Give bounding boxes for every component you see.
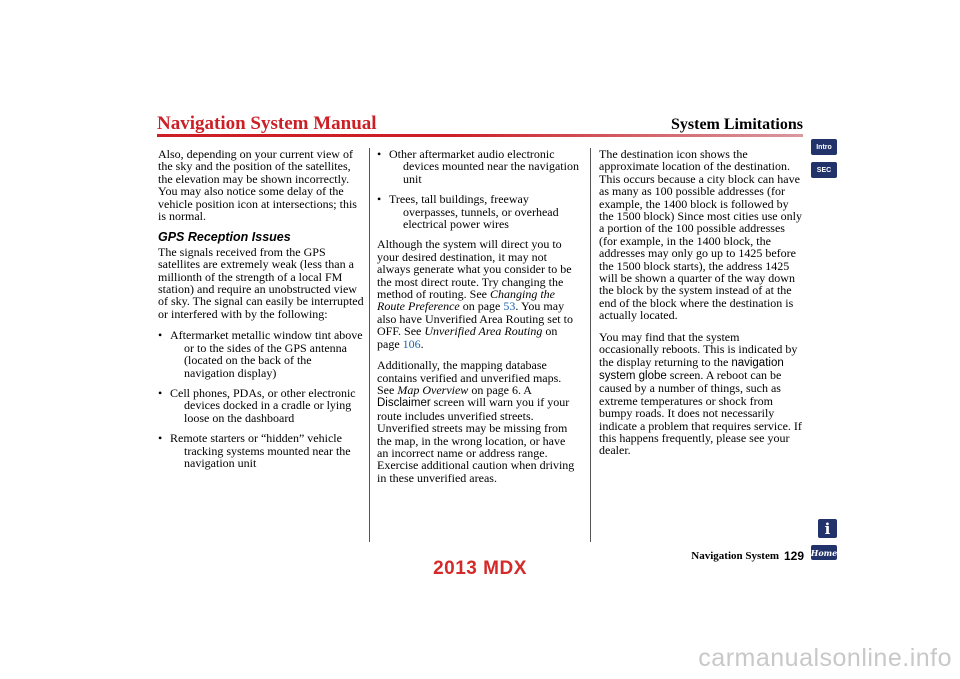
list-item-text: Trees, tall buildings, freeway overpasses, tunnels, or overhead electrical power wires: [389, 192, 559, 232]
column-divider: [590, 148, 591, 542]
bullet-icon: •: [158, 431, 163, 446]
column-2: [377, 148, 579, 493]
header-rule: [157, 134, 803, 137]
paragraph-elevation: Also, depending on your current view of the sky and the position of the satellites, the elevation may be shown incorrectly. You may also notice some delay of the vehicle position icon at intersections; this is normal.: [158, 147, 357, 224]
list-item: [377, 148, 579, 185]
home-button[interactable]: Home: [811, 545, 837, 560]
bullet-icon: •: [158, 385, 163, 400]
text-span: Additionally, the mapping database contains verified and unverified maps. See: [377, 358, 562, 397]
footer-label: Navigation System: [691, 550, 779, 562]
text-span: Although the system will direct you to your desired destination, it may not always generate what you consider to be the most direct route. Try changing the method of routing. See: [377, 237, 572, 302]
text-span: .: [420, 336, 424, 351]
bullet-icon: •: [377, 147, 382, 161]
intro-button[interactable]: Intro: [811, 139, 837, 155]
cross-reference: Unverified Area Routing: [424, 324, 543, 339]
paragraph-destination-icon: The destination icon shows the approximate location of the destination. This occurs because a city block can have as many as 100 possible addresses (for example, the 1400 block is followed by the 1500 block) Since most cities use only a portion of the 100 possible addresses (for example, in the 1400 block, the addresses may only go up to 1425 before the 1500 block starts), the address 1425 will be shown a quarter of the way down the block by the system instead of at the end of the block where the destination is actually located.: [599, 147, 802, 323]
text-span: on page: [459, 299, 504, 314]
sec-button[interactable]: SEC: [811, 162, 837, 178]
subheading-gps-reception: GPS Reception Issues: [158, 230, 291, 245]
text-span: on page 6. A: [468, 382, 532, 397]
model-watermark: 2013 MDX: [433, 558, 527, 579]
text-span: screen. A reboot can be caused by a number of things, such as extreme temperatures or shock from bumpy roads. It does not necessarily indicate a problem that requires service. If this happens frequently, please see your dealer.: [599, 367, 802, 458]
text-span: screen will warn you if your route includes unverified streets. Unverified streets may be missing from the map, in the wrong location, or have an incorrect name or address range. Exercise additional caution when driving in these unverified areas.: [377, 395, 575, 485]
column-divider: [369, 148, 370, 542]
list-item-text: Other aftermarket audio electronic devices mounted near the navigation unit: [389, 147, 579, 186]
bullet-icon: •: [158, 328, 163, 343]
cross-reference: Changing the Route Preference: [377, 287, 555, 314]
text-span: . You may also have Unverified Area Routing set to OFF. See: [377, 299, 573, 339]
bullet-icon: •: [377, 192, 382, 207]
list-item: [158, 432, 365, 469]
paragraph-routing: [377, 238, 579, 350]
paragraph-mapping-database: [377, 359, 579, 484]
page-number: 129: [784, 549, 805, 563]
list-item-text: Remote starters or “hidden” vehicle tracking systems mounted near the navigation unit: [170, 431, 351, 470]
page-link-106[interactable]: 106: [402, 336, 421, 351]
list-item: [377, 193, 579, 230]
site-watermark: carmanualsonline.info: [698, 644, 952, 672]
info-icon[interactable]: i: [818, 519, 837, 538]
text-span: on page: [377, 324, 558, 351]
ui-term: Disclaimer: [377, 397, 431, 410]
section-title: System Limitations: [671, 116, 803, 133]
manual-title: Navigation System Manual: [157, 113, 377, 134]
list-item: [158, 329, 365, 379]
list-item-text: Aftermarket metallic window tint above or to the sides of the GPS antenna (located on the back of the navigation display): [170, 328, 363, 380]
paragraph-gps-signals: The signals received from the GPS satellites are extremely weak (less than a millionth of the strength of a local FM station) and require an unobstructed view of sky. The signal can easily be interrupted or interfered with by the following:: [158, 244, 364, 321]
text-span: You may find that the system occasionally reboots. This is indicated by the display returning to the: [599, 329, 798, 369]
list-item-text: Cell phones, PDAs, or other electronic devices docked in a cradle or lying loose on the dashboard: [170, 385, 356, 425]
column-3: [599, 148, 802, 466]
cross-reference: Map Overview: [397, 382, 469, 397]
ui-term: navigation system globe: [599, 356, 784, 382]
paragraph-reboots: [599, 331, 802, 457]
page-link-53[interactable]: 53: [503, 299, 516, 314]
column-1: [158, 148, 365, 477]
list-item: [158, 387, 365, 424]
